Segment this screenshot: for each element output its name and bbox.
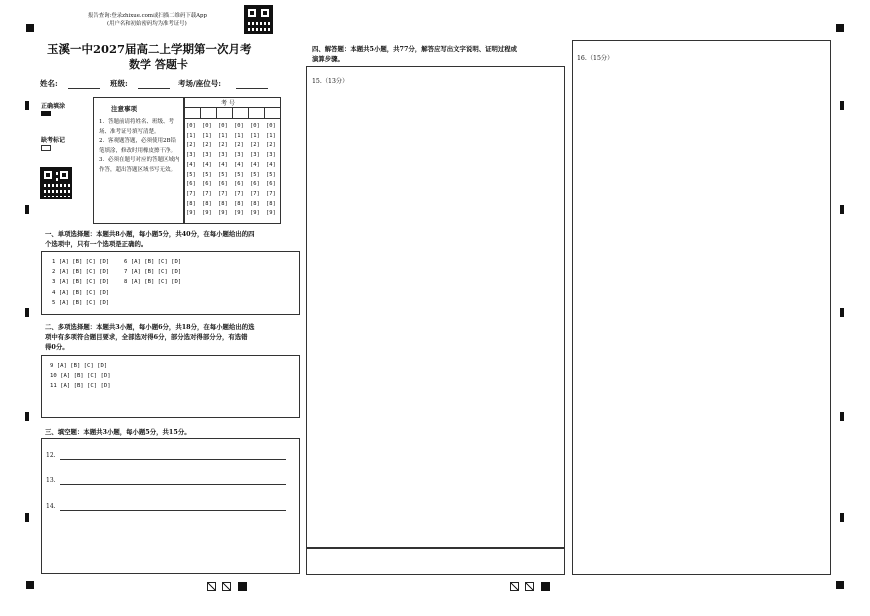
digit-bubble[interactable]: [4] bbox=[266, 161, 276, 168]
digit-bubble[interactable]: [3] bbox=[186, 152, 196, 159]
page-marker-solid bbox=[238, 582, 247, 591]
digit-bubble[interactable]: [5] bbox=[186, 171, 196, 178]
exam-title: 玉溪一中2027届高二上学期第一次月考 bbox=[47, 42, 252, 56]
digit-bubble[interactable]: [8] bbox=[202, 200, 212, 207]
fill-line-13[interactable] bbox=[60, 484, 286, 485]
digit-bubble[interactable]: [9] bbox=[234, 210, 244, 217]
seat-field[interactable] bbox=[236, 88, 268, 89]
digit-bubble[interactable]: [8] bbox=[250, 200, 260, 207]
digit-bubble[interactable]: [3] bbox=[234, 152, 244, 159]
report-query-text: 报告查询:登录zhixue.com或扫描二维码下载App bbox=[88, 13, 207, 19]
exam-number-column[interactable] bbox=[250, 122, 260, 219]
section4-title-cont: 演算步骤。 bbox=[312, 55, 344, 63]
multi-question-11[interactable]: 11 [A] [B] [C] [D] bbox=[50, 383, 111, 390]
section2-title-cont: 项中有多项符合题目要求，全部选对得6分，部分选对得部分分，有选错 bbox=[45, 333, 248, 341]
page-marker-hatched bbox=[222, 582, 231, 591]
mcq-question-6[interactable]: 6 [A] [B] [C] [D] bbox=[124, 259, 182, 265]
page-marker-solid bbox=[541, 582, 550, 591]
digit-bubble[interactable]: [0] bbox=[250, 123, 260, 129]
digit-bubble[interactable]: [7] bbox=[234, 190, 244, 197]
timing-mark bbox=[25, 205, 29, 214]
digit-bubble[interactable]: [3] bbox=[266, 152, 276, 159]
fill-label-13: 13. bbox=[46, 477, 56, 484]
multi-question-10[interactable]: 10 [A] [B] [C] [D] bbox=[50, 373, 111, 380]
digit-bubble[interactable]: [3] bbox=[202, 152, 212, 159]
timing-mark bbox=[840, 513, 844, 522]
exam-number-cell[interactable] bbox=[248, 107, 249, 118]
digit-bubble[interactable]: [4] bbox=[234, 161, 244, 168]
digit-bubble[interactable]: [9] bbox=[202, 210, 212, 217]
exam-number-header: 考 号 bbox=[221, 100, 235, 107]
digit-bubble[interactable]: [6] bbox=[218, 181, 228, 188]
digit-bubble[interactable]: [7] bbox=[202, 190, 212, 197]
timing-mark bbox=[25, 308, 29, 317]
digit-bubble[interactable]: [1] bbox=[186, 132, 196, 139]
digit-bubble[interactable]: [7] bbox=[250, 190, 260, 197]
corner-mark-top-right bbox=[836, 24, 844, 32]
section1-title-cont: 个选项中，只有一个选项是正确的。 bbox=[45, 240, 148, 248]
digit-bubble[interactable]: [5] bbox=[266, 171, 276, 178]
digit-bubble[interactable]: [7] bbox=[266, 190, 276, 197]
digit-bubble[interactable]: [6] bbox=[234, 181, 244, 188]
absent-mark-label: 缺考标记 bbox=[41, 137, 66, 144]
digit-bubble[interactable]: [0] bbox=[234, 123, 244, 129]
absent-mark-checkbox[interactable] bbox=[41, 145, 51, 151]
digit-bubble[interactable]: [9] bbox=[186, 210, 196, 217]
exam-number-column[interactable] bbox=[202, 122, 212, 219]
digit-bubble[interactable]: [2] bbox=[218, 142, 228, 149]
digit-bubble[interactable]: [0] bbox=[218, 123, 228, 129]
exam-subtitle: 数学 答题卡 bbox=[129, 58, 188, 71]
report-query-note: (用户名和初始密码均为准考证号) bbox=[107, 21, 187, 27]
digit-bubble[interactable]: [4] bbox=[202, 161, 212, 168]
digit-bubble[interactable]: [1] bbox=[218, 132, 228, 139]
digit-bubble[interactable]: [7] bbox=[186, 190, 196, 197]
section4-title: 四、解答题：本题共5小题，共77分，解答应写出文字说明、证明过程或 bbox=[312, 45, 518, 53]
section2-title-cont: 得0分。 bbox=[45, 343, 69, 351]
corner-mark-bottom-left bbox=[26, 581, 34, 589]
mcq-question-3[interactable]: 3 [A] [B] [C] [D] bbox=[52, 279, 110, 286]
fill-line-12[interactable] bbox=[60, 459, 286, 460]
timing-mark bbox=[25, 101, 29, 110]
section1-title: 一、单项选择题：本题共8小题，每小题5分，共40分，在每小题给出的四 bbox=[45, 230, 255, 238]
note-item-3: 3．必须在题号对应的答题区域内作答，超出答题区域书写无效。 bbox=[99, 157, 180, 173]
page-marker-hatched bbox=[207, 582, 216, 591]
digit-bubble[interactable]: [4] bbox=[186, 161, 196, 168]
corner-mark-top-left bbox=[26, 24, 34, 32]
note-item-1: 1．答题前请将姓名、班级、考场、准考证号填写清楚。 bbox=[99, 119, 175, 135]
digit-bubble[interactable]: [1] bbox=[234, 132, 244, 139]
digit-bubble[interactable]: [8] bbox=[218, 200, 228, 207]
exam-number-cell[interactable] bbox=[264, 107, 265, 118]
digit-bubble[interactable]: [8] bbox=[266, 200, 276, 207]
notes-title: 注意事项 bbox=[111, 105, 137, 113]
digit-bubble[interactable]: [6] bbox=[202, 181, 212, 188]
seat-label: 考场/座位号: bbox=[178, 79, 222, 88]
class-field[interactable] bbox=[138, 88, 170, 89]
exam-number-column[interactable] bbox=[218, 122, 228, 219]
exam-number-write-row bbox=[184, 118, 281, 119]
answer-box-continuation[interactable] bbox=[306, 548, 565, 575]
mcq-question-5[interactable]: 5 [A] [B] [C] [D] bbox=[52, 299, 110, 306]
digit-bubble[interactable]: [1] bbox=[202, 132, 212, 139]
timing-mark bbox=[840, 205, 844, 214]
digit-bubble[interactable]: [3] bbox=[250, 152, 260, 159]
digit-bubble[interactable]: [3] bbox=[218, 152, 228, 159]
exam-number-cell[interactable] bbox=[232, 107, 233, 118]
class-label: 班级: bbox=[110, 79, 128, 88]
question-16-label: 16.（15分） bbox=[577, 55, 614, 62]
notes-content bbox=[99, 118, 181, 175]
qr-code-icon[interactable] bbox=[40, 167, 72, 199]
exam-number-cell[interactable] bbox=[216, 107, 217, 118]
section2-title: 二、多项选择题：本题共3小题，每小题6分，共18分，在每小题给出的选 bbox=[45, 323, 255, 331]
correct-fill-label: 正确填涂 bbox=[41, 103, 66, 110]
mcq-question-4[interactable]: 4 [A] [B] [C] [D] bbox=[52, 289, 110, 296]
answer-box-q15[interactable] bbox=[306, 66, 565, 548]
digit-bubble[interactable]: [2] bbox=[234, 142, 244, 149]
exam-number-column[interactable] bbox=[266, 122, 276, 219]
digit-bubble[interactable]: [0] bbox=[202, 123, 212, 129]
page-marker-hatched bbox=[525, 582, 534, 591]
digit-bubble[interactable]: [2] bbox=[250, 142, 260, 149]
answer-box-q16[interactable] bbox=[572, 40, 831, 575]
name-label: 姓名: bbox=[40, 79, 58, 88]
digit-bubble[interactable]: [5] bbox=[218, 171, 228, 178]
digit-bubble[interactable]: [1] bbox=[250, 132, 260, 139]
timing-mark bbox=[840, 308, 844, 317]
section3-title: 三、填空题：本题共3小题，每小题5分，共15分。 bbox=[45, 428, 191, 436]
digit-bubble[interactable]: [2] bbox=[202, 142, 212, 149]
digit-bubble[interactable]: [5] bbox=[234, 171, 244, 178]
qr-code-icon[interactable] bbox=[244, 5, 273, 34]
mcq-question-7[interactable]: 7 [A] [B] [C] [D] bbox=[124, 269, 182, 276]
digit-bubble[interactable]: [5] bbox=[250, 171, 260, 178]
mcq-question-8[interactable]: 8 [A] [B] [C] [D] bbox=[124, 279, 182, 286]
exam-number-cell[interactable] bbox=[200, 107, 201, 118]
mcq-question-2[interactable]: 2 [A] [B] [C] [D] bbox=[52, 269, 110, 276]
name-field[interactable] bbox=[68, 88, 100, 89]
multi-question-9[interactable]: 9 [A] [B] [C] [D] bbox=[50, 363, 108, 369]
digit-bubble[interactable]: [4] bbox=[218, 161, 228, 168]
digit-bubble[interactable]: [2] bbox=[266, 142, 276, 149]
digit-bubble[interactable]: [9] bbox=[266, 210, 276, 217]
exam-number-column[interactable] bbox=[186, 122, 196, 219]
note-item-2: 2．客观题答题，必须使用2B铅笔填涂，修改时用橡皮擦干净。 bbox=[99, 138, 177, 154]
timing-mark bbox=[840, 101, 844, 110]
timing-mark bbox=[840, 412, 844, 421]
multi-select-column bbox=[50, 361, 111, 392]
digit-bubble[interactable]: [4] bbox=[250, 161, 260, 168]
digit-bubble[interactable]: [2] bbox=[186, 142, 196, 149]
page-marker-hatched bbox=[510, 582, 519, 591]
fill-label-12: 12. bbox=[46, 452, 56, 459]
digit-bubble[interactable]: [7] bbox=[218, 190, 228, 197]
digit-bubble[interactable]: [0] bbox=[266, 123, 276, 129]
digit-bubble[interactable]: [9] bbox=[218, 210, 228, 217]
digit-bubble[interactable]: [8] bbox=[234, 200, 244, 207]
fill-label-14: 14. bbox=[46, 503, 56, 510]
fill-line-14[interactable] bbox=[60, 510, 286, 511]
mcq-question-1[interactable]: 1 [A] [B] [C] [D] bbox=[52, 259, 110, 265]
digit-bubble[interactable]: [6] bbox=[186, 181, 196, 188]
digit-bubble[interactable]: [5] bbox=[202, 171, 212, 178]
digit-bubble[interactable]: [1] bbox=[266, 132, 276, 139]
timing-mark bbox=[25, 513, 29, 522]
mcq-column-left bbox=[52, 257, 109, 308]
digit-bubble[interactable]: [6] bbox=[266, 181, 276, 188]
corner-mark-bottom-right bbox=[836, 581, 844, 589]
digit-bubble[interactable]: [0] bbox=[186, 123, 196, 129]
digit-bubble[interactable]: [9] bbox=[250, 210, 260, 217]
mcq-column-right bbox=[124, 257, 181, 288]
timing-mark bbox=[25, 412, 29, 421]
correct-fill-sample bbox=[41, 111, 51, 116]
digit-bubble[interactable]: [8] bbox=[186, 200, 196, 207]
digit-bubble[interactable]: [6] bbox=[250, 181, 260, 188]
question-15-label: 15.（13分） bbox=[312, 78, 349, 85]
exam-number-column[interactable] bbox=[234, 122, 244, 219]
